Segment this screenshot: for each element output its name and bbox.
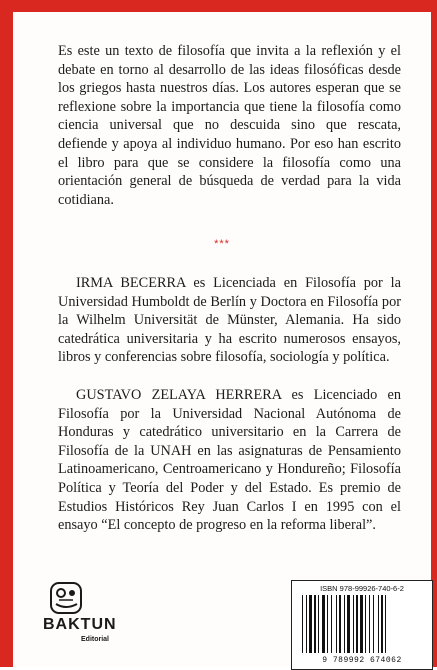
- baktun-glyph-icon: [47, 580, 87, 616]
- isbn-barcode: [291, 580, 433, 670]
- back-cover-page: [13, 12, 431, 667]
- isbn-number: ISBN 978-99926-740-6-2: [320, 584, 404, 593]
- publisher-subtitle: Editorial: [81, 636, 110, 643]
- publisher-logo: [27, 580, 157, 650]
- publisher-name: BAKTUN: [43, 616, 117, 633]
- intro-paragraph: Es este un texto de filosofía que invita a la reflexión y el debate en torno al desarrollo de las ideas filosóficas desde los griegos hasta nuestros días. Los autores esperan que se reflexione sobre la importancia que tiene la filosofía como ciencia universal que no descuida sino que rescata, defiende y apoya al individuo humano. Por eso han escrito el libro para que se considere la filosofía como una orientación general de búsqueda de verdad para la vida cotidiana.: [58, 43, 401, 208]
- top-red-border: [0, 0, 437, 12]
- left-red-border: [0, 0, 13, 667]
- right-red-border: [431, 0, 437, 667]
- barcode-bars: [300, 595, 424, 655]
- author-bio-gustavo-zelaya: GUSTAVO ZELAYA HERRERA es Licenciado en Filosofía por la Universidad Nacional Autónoma de Honduras y catedrático universitario en la Carrera de Filosofía de la UNAH en las asignaturas de Pensamiento Latinoamericano, Centroamericano y Hondureño; Filosofía Política y Teoría del Poder y del Estado. Es premio de Estudios Históricos Rey Juan Carlos I en 1995 con el ensayo “El concepto de progreso en la reforma liberal”.: [58, 387, 401, 534]
- author-bio-irma-becerra: IRMA BECERRA es Licenciada en Filosofía por la Universidad Humboldt de Berlín y Doctora en Filosofía por la Wilhelm Universität de Münster, Alemania. Ha sido catedrática universitaria y ha escrito numerosos ensayos, libros y conferencias sobre filosofía, sociología y política.: [58, 275, 401, 366]
- barcode-digits: 9 789992 674062: [322, 656, 402, 665]
- separator-stars: ***: [214, 238, 230, 250]
